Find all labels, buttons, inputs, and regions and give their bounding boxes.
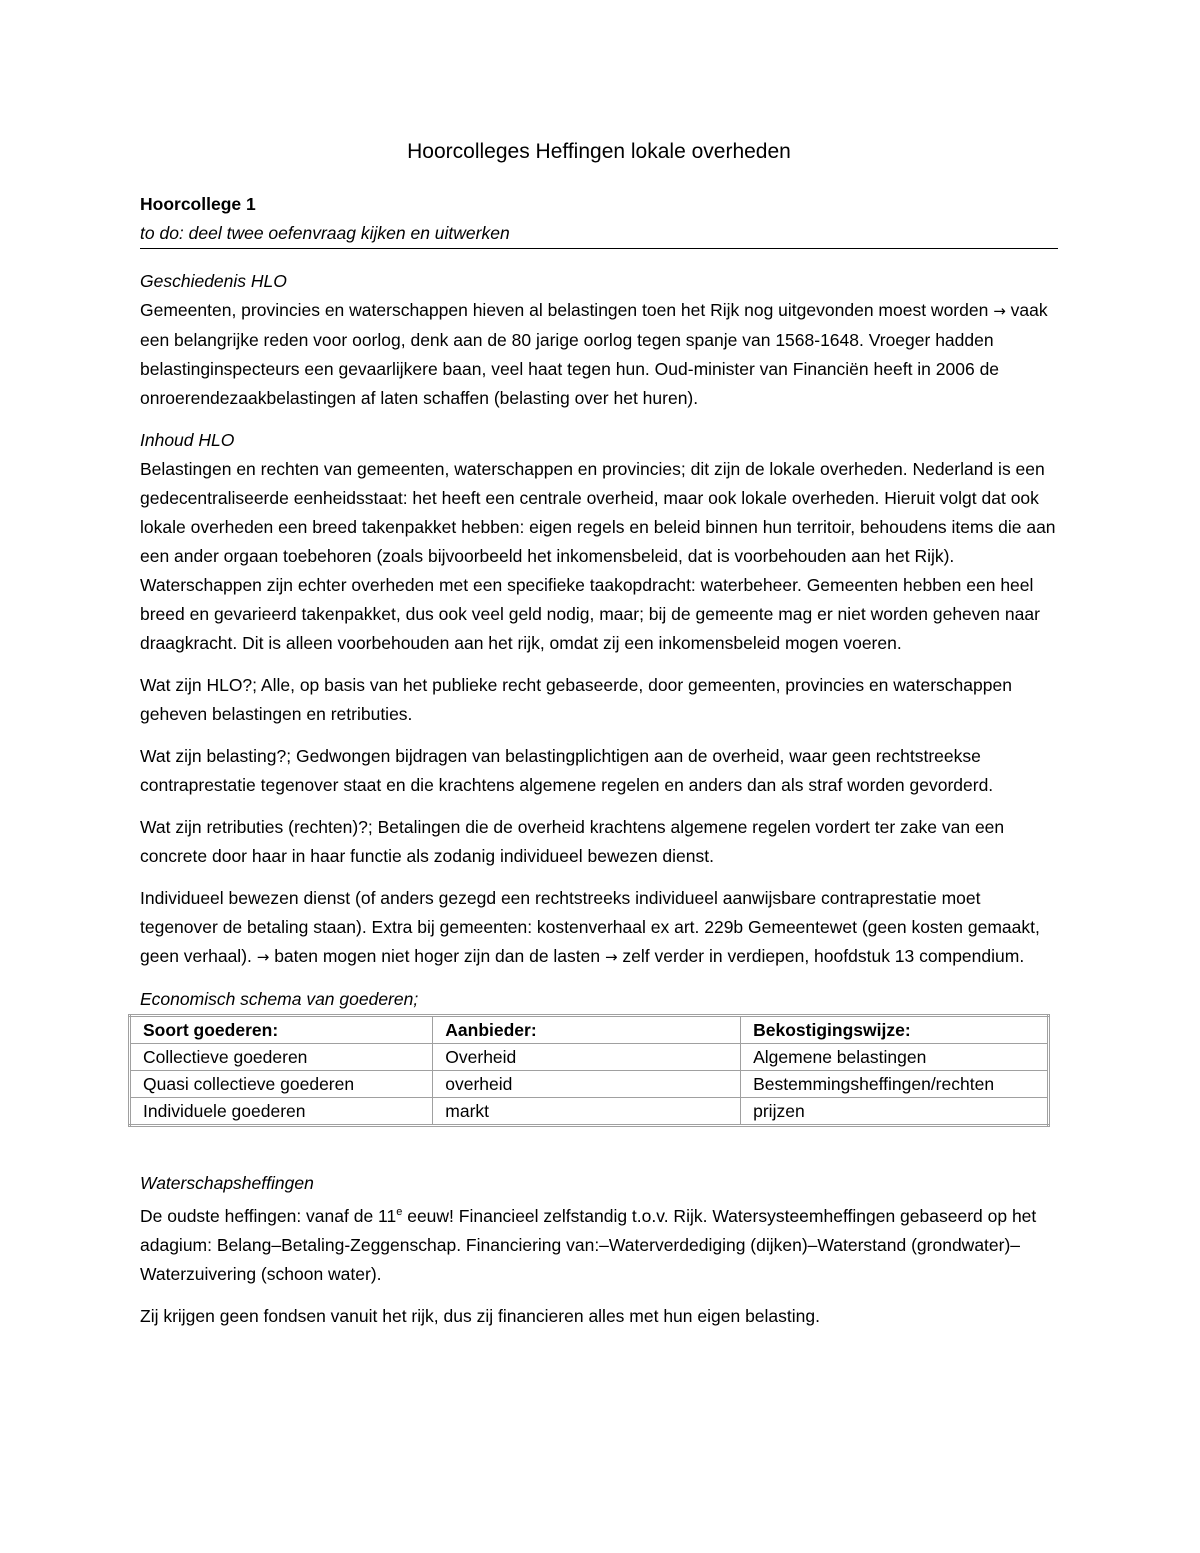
text-run: baten mogen niet hoger zijn dan de lasten [269,946,605,966]
text-run: Gemeenten, provincies en waterschappen hieven al belastingen toen het Rijk nog uitgevonden moest worden [140,300,994,320]
section-title-inhoud: Inhoud HLO [140,430,235,450]
section-schema [140,985,1058,1127]
text-run: De oudste heffingen: vanaf de 11 [140,1205,397,1226]
definition-retributies: Wat zijn retributies (rechten)?; Betalingen die de overheid krachtens algemene regelen vordert ter zake van een concrete door haar in haar functie als zodanig individueel bewezen dienst. [140,817,1005,866]
section-water [140,1169,1058,1331]
table-cell: Quasi collectieve goederen [130,1071,433,1098]
table-header: Aanbieder: [433,1016,741,1044]
superscript: e [396,1206,403,1218]
paragraph-inhoud: Belastingen en rechten van gemeenten, waterschappen en provincies; dit zijn de lokale overheden. Nederland is een gedecentraliseerde eenheidsstaat: het heeft een centrale overheid, maar ook lokale overheden. Hieruit volgt dat ook lokale overheden een breed takenpakket hebben: eigen regels en beleid binnen hun territoir, behoudens items die aan een ander orgaan toebehoren (zoals bijvoorbeeld het inkomensbeleid, dat is voorbehouden aan het Rijk). Waterschappen zijn echter overheden met een specifieke taakopdracht: waterbeheer. Gemeenten hebben een heel breed en gevarieerd takenpakket, dus ook veel geld nodig, maar; bij de gemeente mag er niet worden geheven naar draagkracht. Dit is alleen voorbehouden aan het rijk, omdat zij een inkomensbeleid mogen voeren. [140,459,1056,653]
section-inhoud [140,426,1058,658]
text-run: zelf verder in verdiepen, hoofdstuk 13 compendium. [617,946,1025,966]
table-row [130,1098,1049,1126]
table-cell: Overheid [433,1044,741,1071]
page-title: Hoorcolleges Heffingen lokale overheden [407,140,791,163]
paragraph-geschiedenis [140,296,1058,413]
definition-belasting: Wat zijn belasting?; Gedwongen bijdragen van belastingplichtigen aan de overheid, waar geen rechtstreekse contraprestatie tegenover staat en die krachtens algemene regelen en anders dan als straf worden gevorderd. [140,746,994,795]
table-header-row [130,1016,1049,1044]
table-cell: markt [433,1098,741,1126]
table-header: Bekostigingswijze: [741,1016,1049,1044]
todo-note: to do: deel twee oefenvraag kijken en uitwerken [140,219,1058,249]
paragraph-individueel [140,884,1058,972]
lecture-heading: Hoorcollege 1 [140,194,256,214]
table-cell: Collectieve goederen [130,1044,433,1071]
arrow-right-icon: → [993,302,1006,320]
paragraph-water [140,1198,1058,1289]
text-run: vaak een belangrijke reden voor oorlog, denk aan de 80 jarige oorlog tegen spanje van 1568-1648. Vroeger hadden belastinginspecteurs een gevaarlijkere baan, veel haat tegen hun. Oud-minister van Financiën heeft in 2006 de onroerendezaakbelastingen af laten schaffen (belasting over het huren). [140,300,1048,408]
paragraph-water-fondsen: Zij krijgen geen fondsen vanuit het rijk, dus zij financieren alles met hun eigen belasting. [140,1305,820,1326]
table-cell: overheid [433,1071,741,1098]
table-header: Soort goederen: [130,1016,433,1044]
table-row [130,1071,1049,1098]
goods-table [128,1014,1050,1127]
section-title-schema: Economisch schema van goederen; [140,989,419,1009]
section-title-geschiedenis: Geschiedenis HLO [140,271,287,291]
arrow-right-icon: → [256,948,270,966]
table-cell: Algemene belastingen [741,1044,1049,1071]
table-cell: prijzen [741,1098,1049,1126]
text-run: Individueel bewezen dienst (of anders gezegd een rechtstreeks individueel aanwijsbare contraprestatie moet tegenover de betaling staan). Extra bij gemeenten: kostenverhaal ex art. 229b Gemeentewet (geen kosten gemaakt, geen verhaal). [140,888,1040,966]
table-row [130,1044,1049,1071]
definition-hlo: Wat zijn HLO?; Alle, op basis van het publieke recht gebaseerde, door gemeenten, provincies en waterschappen geheven belastingen en retributies. [140,675,1012,724]
table-cell: Individuele goederen [130,1098,433,1126]
section-geschiedenis [140,267,1058,413]
section-title-water: Waterschapsheffingen [140,1173,314,1193]
arrow-right-icon: → [604,948,618,966]
table-cell: Bestemmingsheffingen/rechten [741,1071,1049,1098]
document-content [140,140,1058,1344]
text-run: eeuw! Financieel zelfstandig t.o.v. Rijk. Watersysteemheffingen gebaseerd op het adagium: Belang–Betaling-Zeggenschap. Financiering van:–Waterverdediging (dijken)–Waterstand (grondwater)–Waterzuivering (schoon water). [140,1205,1037,1284]
